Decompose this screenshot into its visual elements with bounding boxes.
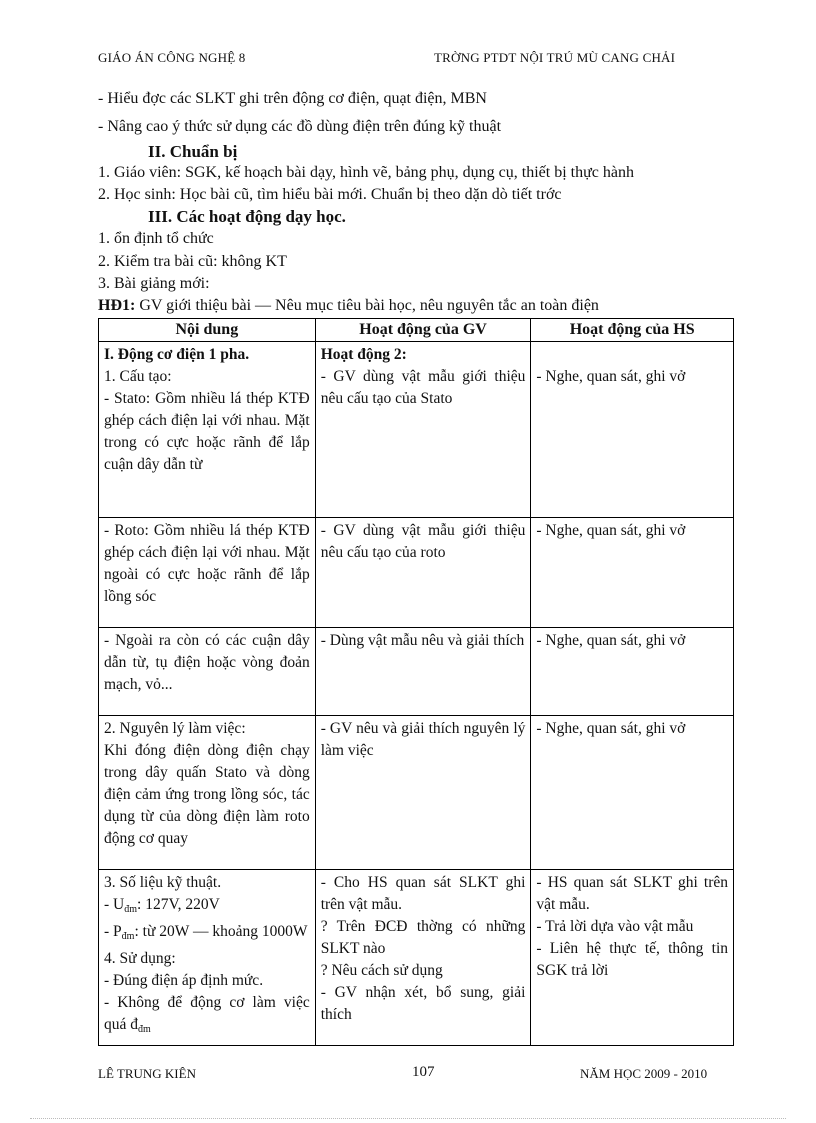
table-row <box>99 716 734 870</box>
cell-teacher: - Dùng vật mẫu nêu và giải thích <box>315 628 531 716</box>
cell-content <box>99 342 316 518</box>
section-3-item-2: 2. Kiểm tra bài cũ: không KT <box>98 253 287 270</box>
section-2-item-1: 1. Giáo viên: SGK, kế hoạch bài dạy, hình vẽ, bảng phụ, dụng cụ, thiết bị thực hành <box>98 164 634 181</box>
table-row <box>99 870 734 1046</box>
header-left: GIÁO ÁN CÔNG NGHỆ 8 <box>98 50 246 65</box>
cell-teacher <box>315 870 531 1046</box>
cell-student: - Nghe, quan sát, ghi vở <box>531 716 734 870</box>
cell-heading: Hoạt động 2: <box>320 346 407 363</box>
header-teacher-activity: Hoạt động của GV <box>315 319 531 342</box>
cell-content: - Ngoài ra còn có các cuận dây dẫn từ, tụ điện hoặc vòng đoản mạch, vỏ... <box>99 628 316 716</box>
cell-content <box>99 870 316 1046</box>
cell-text: - Stato: Gồm nhiều lá thép KTĐ ghép cách điện lại với nhau. Mặt trong có cực hoặc rãnh để lắp cuận dây dẫn từ <box>104 390 310 473</box>
header-content: Nội dung <box>99 319 316 342</box>
cell-text: - Nghe, quan sát, ghi vở <box>536 368 686 385</box>
page-bottom-divider <box>30 1118 786 1119</box>
intro-line-2: - Nâng cao ý thức sử dụng các đồ dùng điện trên đúng kỹ thuật <box>98 118 502 135</box>
cell-subheading: 1. Cấu tạo: <box>104 368 172 385</box>
cell-teacher: - GV dùng vật mẫu giới thiệu nêu cấu tạo của roto <box>315 518 531 628</box>
cell-content <box>99 716 316 870</box>
power-symbol: - P <box>104 923 122 940</box>
cell-text: ? Nêu cách sử dụng <box>320 962 443 979</box>
cell-text: - GV nhận xét, bổ sung, giải thích <box>320 984 526 1023</box>
page-number: 107 <box>412 1064 435 1080</box>
power-subscript: đm <box>121 931 135 942</box>
table-row <box>99 628 734 716</box>
activity-1-text: GV giới thiệu bài — Nêu mục tiêu bài học, nêu nguyên tắc an toàn điện <box>135 297 599 314</box>
cell-subheading: 2. Nguyên lý làm việc: <box>104 720 246 737</box>
intro-line-1: - Hiểu đợc các SLKT ghi trên động cơ điện, quạt điện, MBN <box>98 90 487 107</box>
cell-student: - Nghe, quan sát, ghi vở <box>531 628 734 716</box>
cell-text: - GV dùng vật mẫu giới thiệu nêu cấu tạo của Stato <box>320 368 526 407</box>
cell-text: - HS quan sát SLKT ghi trên vật mẫu. <box>536 874 728 913</box>
cell-student: - Nghe, quan sát, ghi vở <box>531 518 734 628</box>
footer-author: LÊ TRUNG KIÊN <box>98 1066 196 1081</box>
header-student-activity: Hoạt động của HS <box>531 319 734 342</box>
cell-heading: I. Động cơ điện 1 pha. <box>104 346 250 363</box>
table-header-row <box>99 319 734 342</box>
section-2-item-2: 2. Học sinh: Học bài cũ, tìm hiểu bài mới. Chuẩn bị theo dặn dò tiết trớc <box>98 186 562 203</box>
cell-text: Khi đóng điện dòng điện chạy trong dây quấn Stato và dòng điện cảm ứng trong lồng sóc, tác dụng từ của dòng điện làm roto động cơ quay <box>104 742 310 847</box>
voltage-subscript: đm <box>124 904 138 915</box>
overload-text: - Không để động cơ làm việc quá đ <box>104 994 310 1033</box>
power-values: : từ 20W — khoảng 1000W <box>134 923 308 940</box>
table-row <box>99 518 734 628</box>
cell-text: ? Trên ĐCĐ thờng có những SLKT nào <box>320 918 526 957</box>
rated-power <box>104 921 310 948</box>
cell-student <box>531 342 734 518</box>
voltage-values: : 127V, 220V <box>137 896 220 913</box>
section-3-item-1: 1. ổn định tổ chức <box>98 230 214 247</box>
rated-voltage <box>104 894 310 921</box>
table-row <box>99 342 734 518</box>
cell-text: - Liên hệ thực tế, thông tin SGK trả lời <box>536 940 728 979</box>
cell-subheading: 3. Số liệu kỹ thuật. <box>104 874 222 891</box>
section-2-title: II. Chuẩn bị <box>148 142 238 161</box>
overload-subscript: đm <box>138 1024 151 1035</box>
header-right: TRỜNG PTDT NỘI TRÚ MÙ CANG CHẢI <box>434 50 676 65</box>
lesson-table <box>98 318 734 1046</box>
cell-subheading: 4. Sử dụng: <box>104 950 176 967</box>
cell-text <box>104 992 310 1041</box>
voltage-symbol: - U <box>104 896 125 913</box>
cell-teacher <box>315 342 531 518</box>
section-3-title: III. Các hoạt động dạy học. <box>148 207 346 226</box>
cell-text: - Đúng điện áp định mức. <box>104 972 264 989</box>
cell-teacher: - GV nêu và giải thích nguyên lý làm việc <box>315 716 531 870</box>
section-3-item-3: 3. Bài giảng mới: <box>98 275 210 292</box>
activity-1-label: HĐ1: <box>98 297 136 314</box>
cell-text: - Trả lời dựa vào vật mẫu <box>536 918 694 935</box>
cell-content: - Roto: Gồm nhiều lá thép KTĐ ghép cách điện lại với nhau. Mặt ngoài có cực hoặc rãnh để lắp lồng sóc <box>99 518 316 628</box>
activity-1-line <box>98 297 599 315</box>
cell-student <box>531 870 734 1046</box>
footer-school-year: NĂM HỌC 2009 - 2010 <box>580 1066 708 1081</box>
cell-text: - Cho HS quan sát SLKT ghi trên vật mẫu. <box>320 874 526 913</box>
